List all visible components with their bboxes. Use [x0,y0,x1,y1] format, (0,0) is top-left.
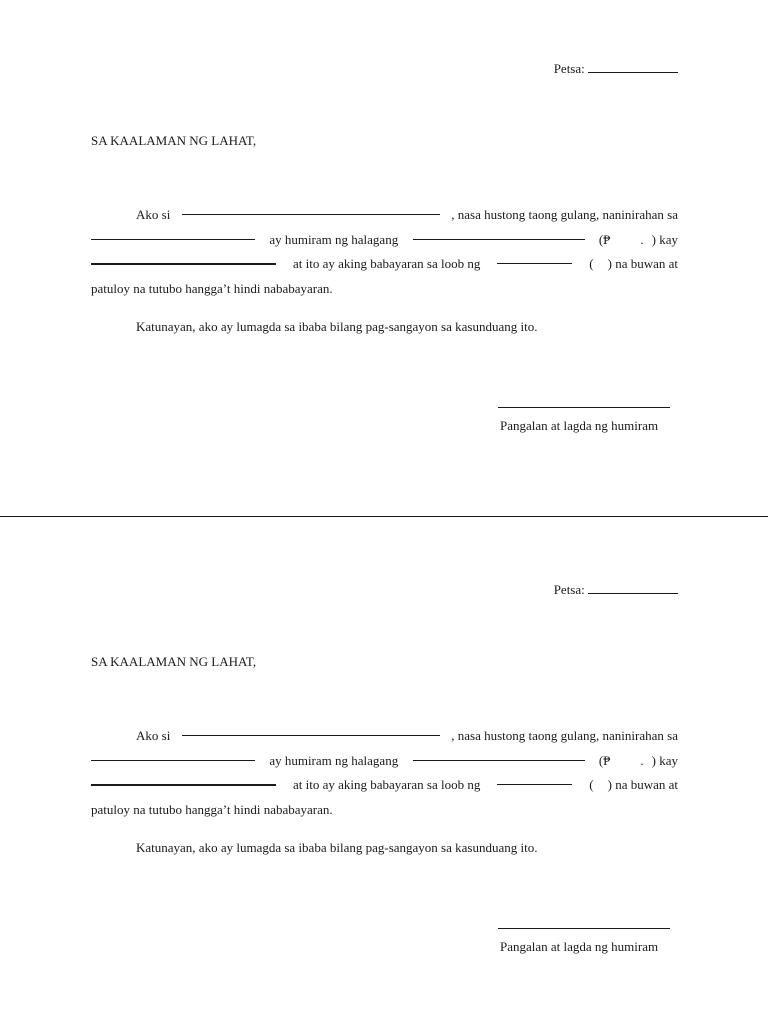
lender-kay: ) kay [651,752,678,768]
signature-label: Pangalan at lagda ng humiram [500,939,659,954]
months-words-blank [497,773,572,785]
statement-text: ay humiram ng halagang [269,231,399,247]
peso-amount [599,228,678,253]
statement-text: , nasa hustong taong gulang, naninirahan sa [451,728,678,743]
address-blank [91,228,255,240]
date-line [500,582,678,598]
statement-text: ay humiram ng halagang [269,752,399,768]
borrower-name-blank [182,724,440,736]
statement-line-2 [91,228,678,253]
lender-name-blank [91,773,276,786]
salutation: SA KAALAMAN NG LAHAT, [91,133,257,148]
loan-statement-paragraph [91,724,678,822]
statement-line-4 [91,798,678,823]
closing-statement: Katunayan, ako ay lumagda sa ibaba bilang pag-sangayon sa kasunduang ito. [136,840,538,855]
amount-words-blank [413,228,585,240]
loan-statement-paragraph [91,203,678,301]
date-blank [588,61,678,73]
peso-open: (₱ [598,752,611,768]
paren-open: ( [589,777,594,793]
lender-kay: ) kay [651,231,678,247]
loan-form-bottom [0,521,768,1021]
amount-words-blank [413,749,585,761]
statement-text: ) na buwan at [607,777,678,793]
statement-line-3 [91,252,678,277]
signature-label: Pangalan at lagda ng humiram [500,418,659,433]
date-label: Petsa: [553,582,585,597]
signature-line [498,407,670,408]
peso-dot: . [640,231,644,247]
paren-open: ( [589,256,594,272]
statement-text: Ako si [136,728,171,743]
statement-text: patuloy na tutubo hangga’t hindi nababayaran. [91,801,333,817]
statement-text: at ito ay aking babayaran sa loob ng [292,256,481,272]
statement-text: ) na buwan at [607,256,678,272]
statement-line-1 [91,724,678,749]
date-line [500,61,678,77]
lender-name-blank [91,252,276,265]
statement-text: at ito ay aking babayaran sa loob ng [292,777,481,793]
salutation: SA KAALAMAN NG LAHAT, [91,654,257,669]
peso-dot: . [640,752,644,768]
peso-open: (₱ [598,231,611,247]
borrower-name-blank [182,203,440,215]
months-words-blank [497,252,572,264]
months-number [589,773,678,798]
statement-text: , nasa hustong taong gulang, naninirahan sa [451,207,678,222]
address-blank [91,749,255,761]
statement-line-4 [91,277,678,302]
statement-line-1 [91,203,678,228]
statement-line-2 [91,749,678,774]
months-number [589,252,678,277]
statement-text: Ako si [136,207,171,222]
signature-line [498,928,670,929]
cut-divider [0,516,768,517]
peso-amount [599,749,678,774]
loan-form-top [0,0,768,500]
statement-line-3 [91,773,678,798]
closing-statement: Katunayan, ako ay lumagda sa ibaba bilang pag-sangayon sa kasunduang ito. [136,319,538,334]
statement-text: patuloy na tutubo hangga’t hindi nababayaran. [91,280,333,296]
date-blank [588,582,678,594]
date-label: Petsa: [553,61,585,76]
